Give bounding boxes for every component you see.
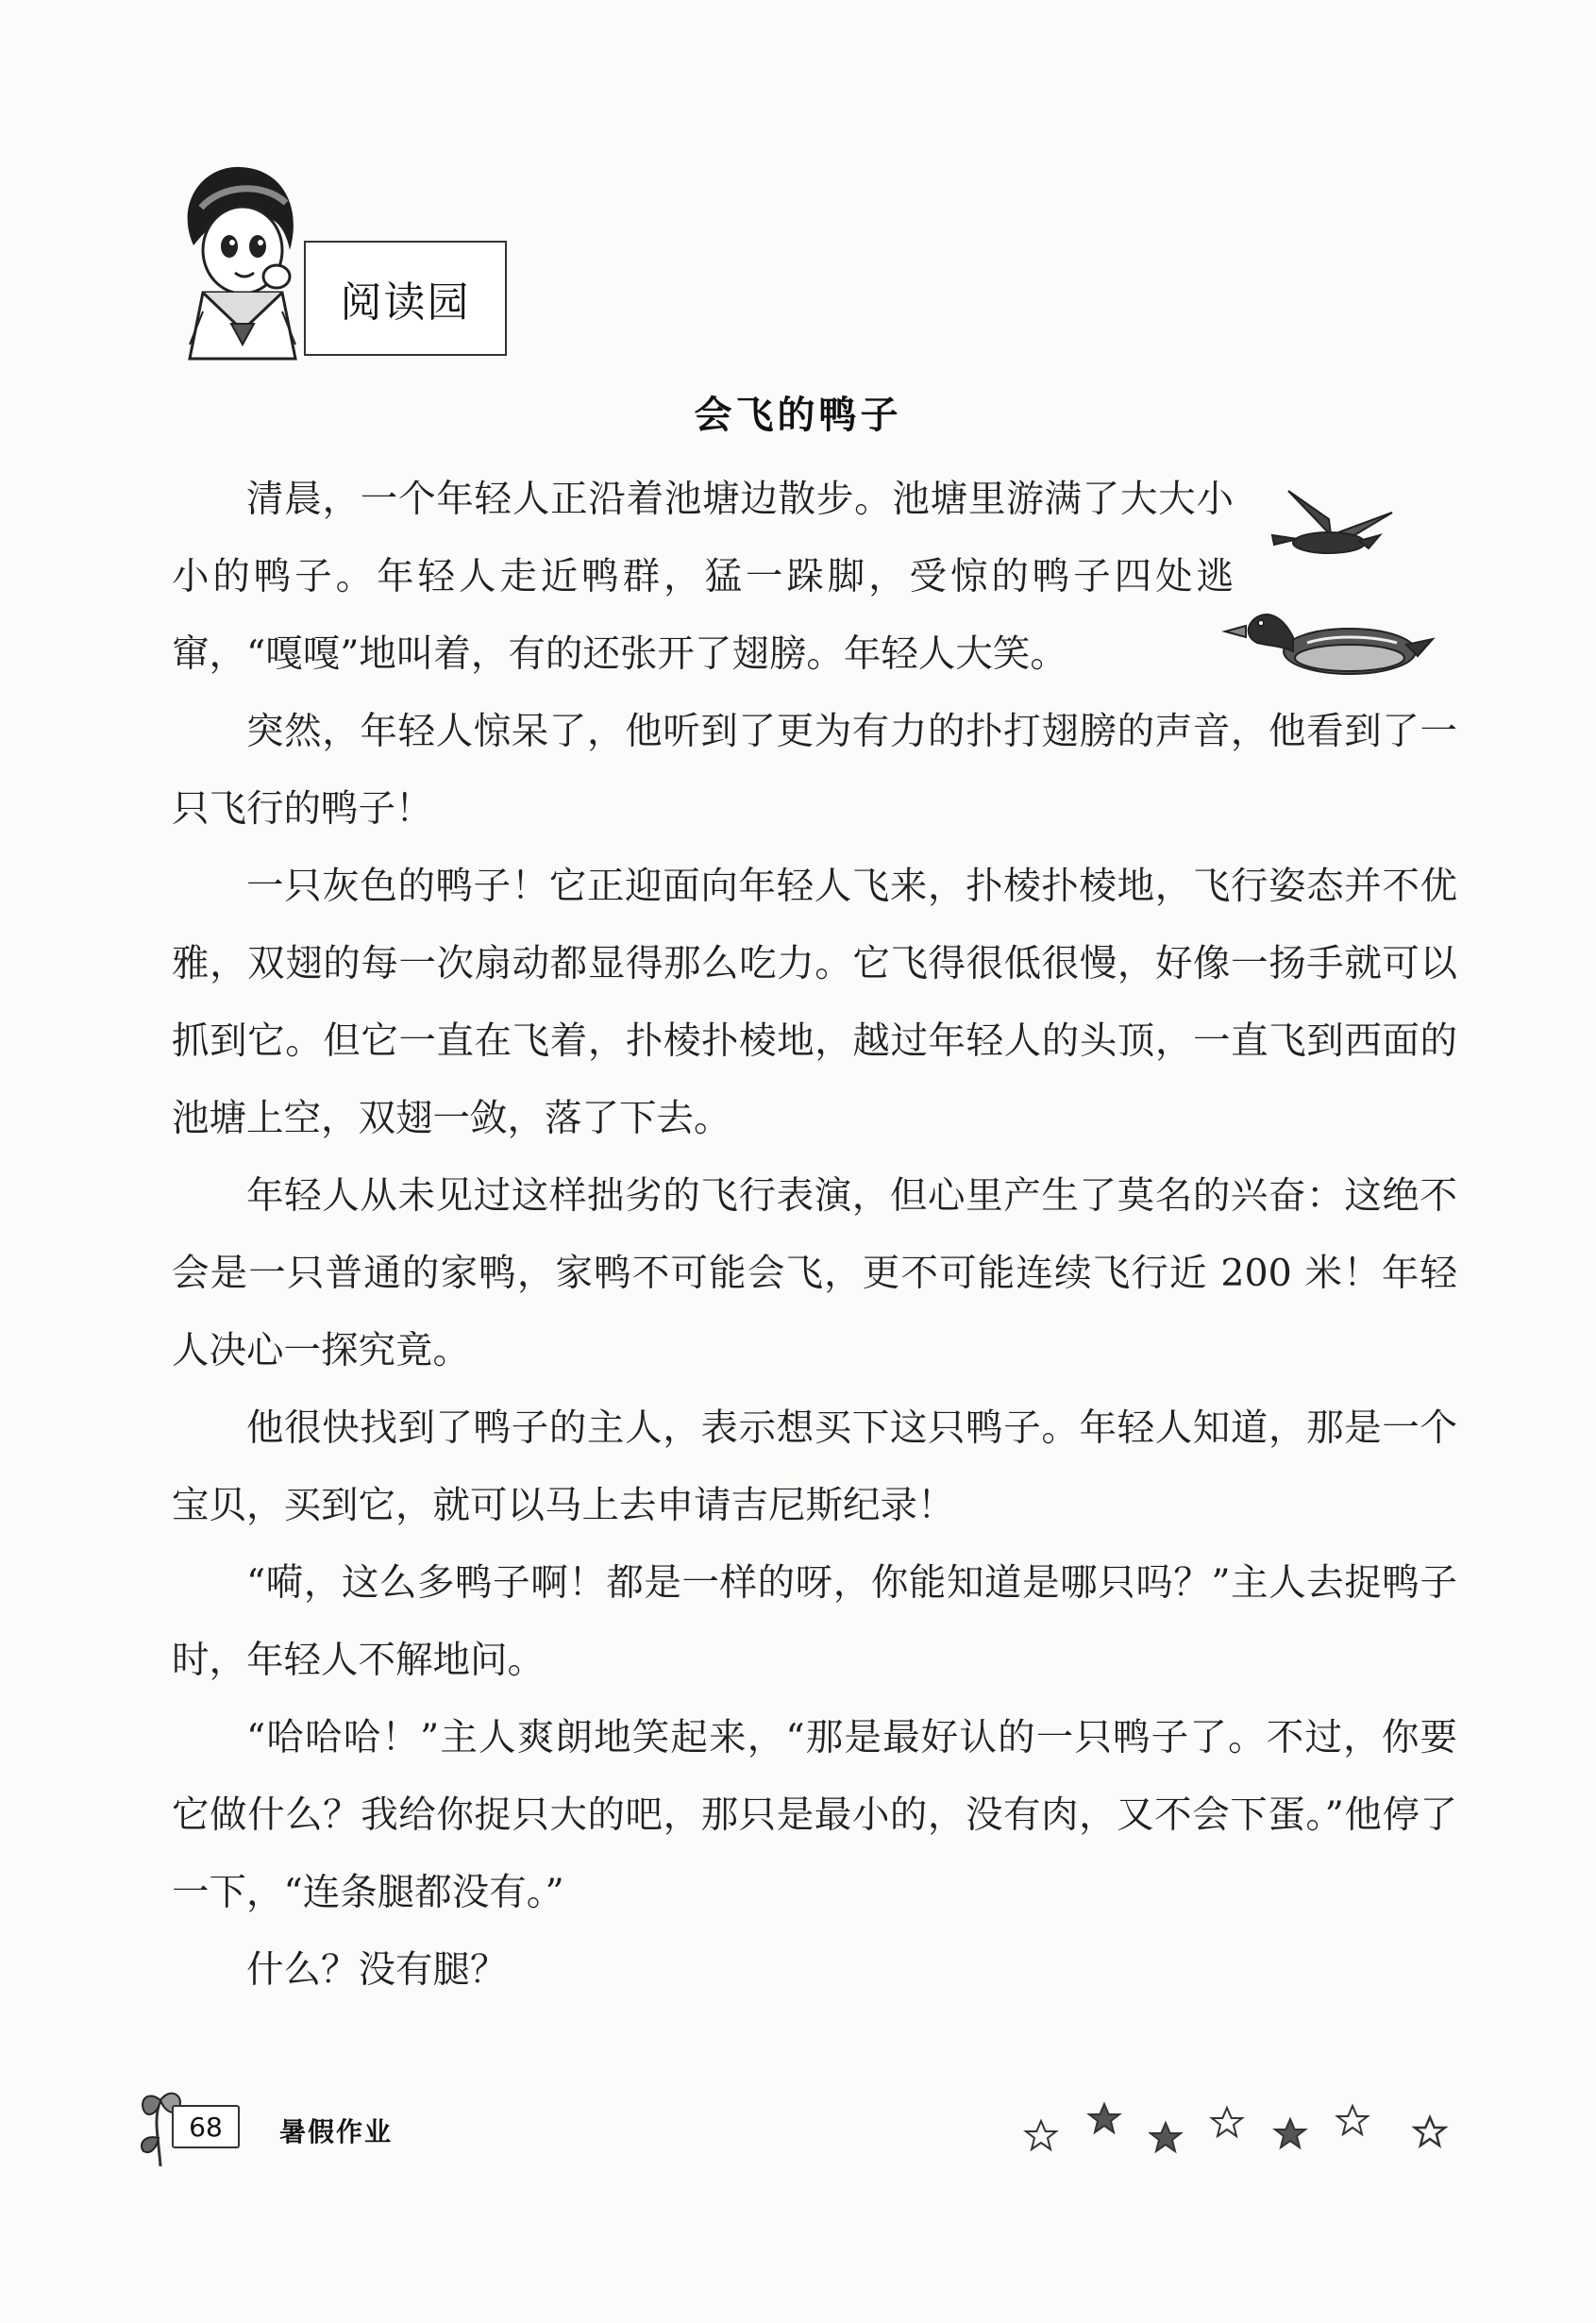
book-label: 暑假作业 bbox=[279, 2116, 394, 2147]
story-paragraph: 什么？没有腿？ bbox=[246, 1948, 508, 1992]
story-paragraph: “哈哈哈！”主人爽朗地笑起来，“那是最好认的一只鸭子了。不过，你要它做什么？我给你捉只大的吧，那只是最小的，没有肉，又不会下蛋。”他停了一下，“连条腿都没有。” bbox=[172, 1716, 1457, 1914]
story-body bbox=[172, 461, 1457, 2009]
story-title: 会飞的鸭子 bbox=[694, 394, 902, 437]
star-row-icon bbox=[1015, 2091, 1468, 2166]
story-paragraph: 他很快找到了鸭子的主人，表示想买下这只鸭子。年轻人知道，那是一个宝贝，买到它，就可以马上去申请吉尼斯纪录！ bbox=[172, 1406, 1457, 1527]
story-paragraph: 突然，年轻人惊呆了，他听到了更为有力的扑打翅膀的声音，他看到了一只飞行的鸭子！ bbox=[172, 710, 1457, 831]
story-paragraph: 清晨，一个年轻人正沿着池塘边散步。池塘里游满了大大小小的鸭子。年轻人走近鸭群，猛一跺脚，受惊的鸭子四处逃窜，“嘎嘎”地叫着，有的还张开了翅膀。年轻人大笑。 bbox=[172, 478, 1234, 676]
story-paragraph: 年轻人从未见过这样拙劣的飞行表演，但心里产生了莫名的兴奋：这绝不会是一只普通的家鸭，家鸭不可能会飞，更不可能连续飞行近 200 米！年轻人决心一探究竟。 bbox=[172, 1174, 1457, 1372]
story-paragraph: 一只灰色的鸭子！它正迎面向年轻人飞来，扑棱扑棱地，飞行姿态并不优雅，双翅的每一次扇动都显得那么吃力。它飞得很低很慢，好像一扬手就可以抓到它。但它一直在飞着，扑棱扑棱地，越过年轻人的头顶，一直飞到西面的池塘上空，双翅一敛，落了下去。 bbox=[172, 865, 1457, 1140]
page-number: 68 bbox=[172, 2105, 240, 2148]
section-label: 阅读园 bbox=[304, 241, 507, 356]
story-paragraph: “嗬，这么多鸭子啊！都是一样的呀，你能知道是哪只吗？”主人去捉鸭子时，年轻人不解地问。 bbox=[172, 1561, 1457, 1682]
girl-mascot-icon bbox=[165, 156, 307, 363]
